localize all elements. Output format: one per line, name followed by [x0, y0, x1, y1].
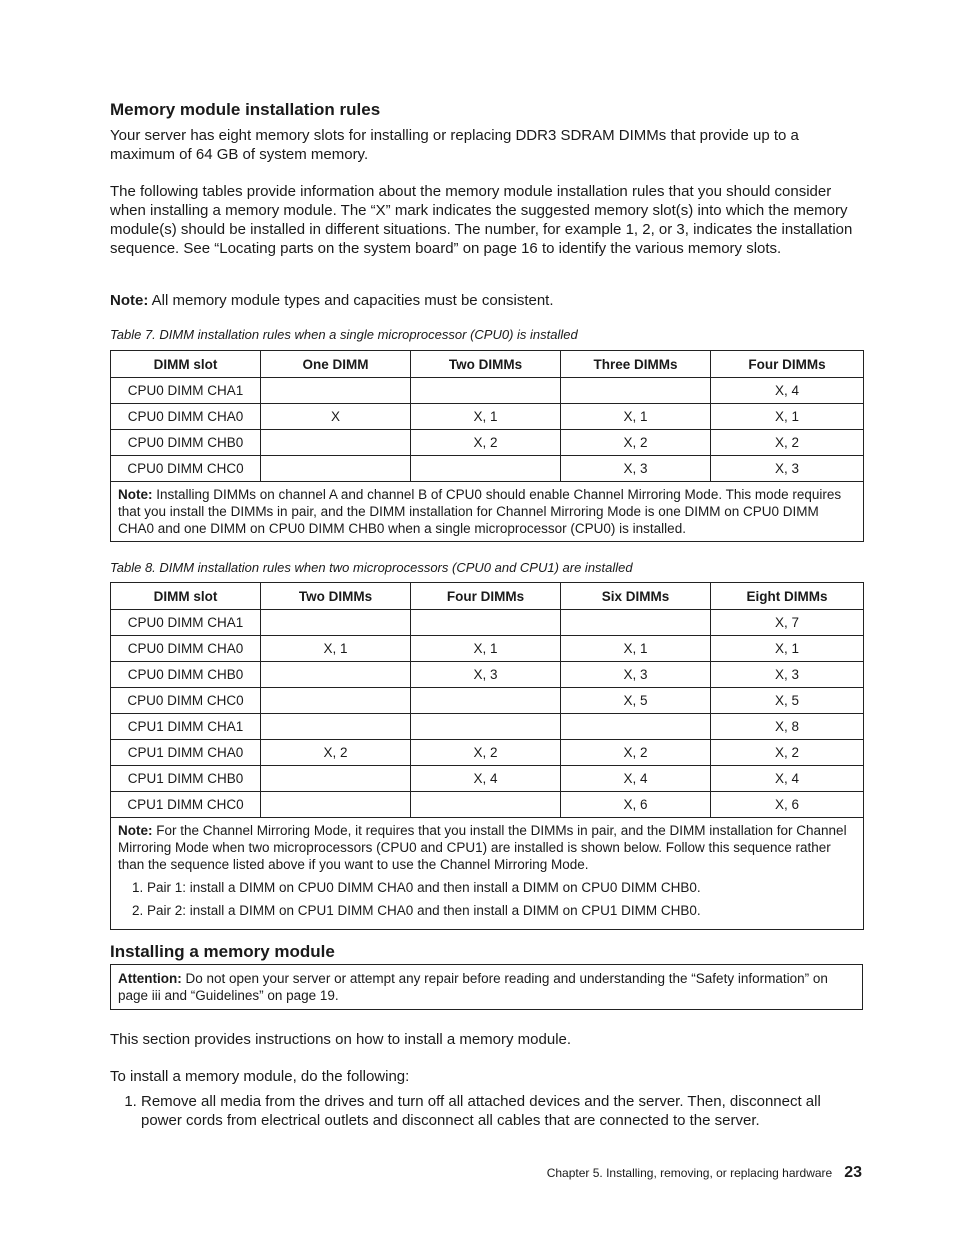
install-sequence-cell: X — [261, 404, 411, 430]
column-header: Two DIMMs — [411, 351, 561, 378]
dimm-slot-cell: CPU0 DIMM CHA0 — [111, 636, 261, 662]
install-sequence-cell — [261, 378, 411, 404]
table7-single-cpu — [110, 350, 864, 542]
column-header: DIMM slot — [111, 583, 261, 610]
intro-paragraph: Your server has eight memory slots for installing or replacing DDR3 SDRAM DIMMs that provide up to a maximum of 64 GB of system memory. — [110, 127, 799, 163]
table-row — [111, 792, 864, 818]
table-row — [111, 740, 864, 766]
install-sequence-cell: X, 1 — [711, 404, 864, 430]
install-sequence-cell: X, 4 — [561, 766, 711, 792]
note-text: Installing DIMMs on channel A and channel B of CPU0 should enable Channel Mirroring Mode. This mode requires that you install the DIMMs in pair, and the DIMM installation for Channel Mirroring Mode is one DIMM on CPU0 DIMM CHA0 and one DIMM on CPU0 DIMM CHB0 when a single microprocessor (CPU0) is installed. — [118, 487, 842, 536]
chapter-title: Chapter 5. Installing, removing, or replacing hardware — [546, 1166, 833, 1180]
install-sequence-cell: X, 3 — [711, 662, 864, 688]
install-sequence-cell: X, 3 — [411, 662, 561, 688]
dimm-slot-cell: CPU1 DIMM CHA1 — [111, 714, 261, 740]
table-header-row — [111, 583, 864, 610]
install-sequence-cell — [261, 766, 411, 792]
install-sequence-cell: X, 1 — [561, 636, 711, 662]
table-row — [111, 766, 864, 792]
attention-box — [110, 964, 863, 1010]
install-sequence-cell — [261, 430, 411, 456]
install-sequence-cell — [411, 714, 561, 740]
install-sequence-cell: X, 4 — [711, 378, 864, 404]
install-sequence-cell — [411, 688, 561, 714]
page-number: 23 — [844, 1164, 862, 1181]
procedure-lead-paragraph: To install a memory module, do the following: — [110, 1068, 410, 1085]
note-label: Note: — [110, 292, 149, 309]
install-sequence-cell: X, 2 — [711, 740, 864, 766]
table-row — [111, 688, 864, 714]
column-header: One DIMM — [261, 351, 411, 378]
column-header: DIMM slot — [111, 351, 261, 378]
install-sequence-cell: X, 1 — [711, 636, 864, 662]
mirroring-pair-list — [118, 879, 856, 919]
column-header: Four DIMMs — [711, 351, 864, 378]
attention-text: Do not open your server or attempt any repair before reading and understanding the “Safety information” on page iii and “Guidelines” on page 19. — [118, 971, 828, 1003]
list-item: 1. Remove all media from the drives and turn off all attached devices and the server. Then, disconnect all power cords from electrical outlets and disconnect all cables that are connected to the server. — [141, 1092, 863, 1130]
table-header-row — [111, 351, 864, 378]
list-item: 2. Pair 2: install a DIMM on CPU1 DIMM CHA0 and then install a DIMM on CPU1 DIMM CHB0. — [147, 902, 856, 919]
note-label: Note: — [118, 487, 153, 502]
install-sequence-cell: X, 1 — [261, 636, 411, 662]
install-sequence-cell: X, 2 — [561, 430, 711, 456]
column-header: Three DIMMs — [561, 351, 711, 378]
list-item: 1. Pair 1: install a DIMM on CPU0 DIMM CHA0 and then install a DIMM on CPU0 DIMM CHB0. — [147, 879, 856, 896]
dimm-slot-cell: CPU1 DIMM CHB0 — [111, 766, 261, 792]
dimm-slot-cell: CPU0 DIMM CHB0 — [111, 662, 261, 688]
table-row — [111, 378, 864, 404]
install-sequence-cell: X, 6 — [561, 792, 711, 818]
table-row — [111, 714, 864, 740]
install-sequence-cell: X, 1 — [561, 404, 711, 430]
install-sequence-cell — [411, 610, 561, 636]
table-row — [111, 610, 864, 636]
dimm-slot-cell: CPU0 DIMM CHB0 — [111, 430, 261, 456]
section-intro-paragraph: This section provides instructions on how to install a memory module. — [110, 1031, 572, 1048]
install-sequence-cell: X, 6 — [711, 792, 864, 818]
install-sequence-cell: X, 8 — [711, 714, 864, 740]
table-row — [111, 456, 864, 482]
install-sequence-cell: X, 2 — [411, 740, 561, 766]
install-sequence-cell: X, 3 — [711, 456, 864, 482]
attention-label: Attention: — [118, 971, 182, 986]
tables-description-paragraph: The following tables provide information about the memory module installation rules that you should consider when installing a memory module. The “X” mark indicates the suggested memory slot(s) into which the memory module(s) should be installed in different situations. The number, for example 1, 2, or 3, indicates the installation sequence. See “Locating parts on the system board” on page 16 to identify the various memory slots. — [110, 183, 853, 257]
dimm-slot-cell: CPU0 DIMM CHA1 — [111, 378, 261, 404]
dimm-slot-cell: CPU0 DIMM CHA0 — [111, 404, 261, 430]
section-heading-memory-rules: Memory module installation rules — [110, 100, 381, 119]
table7-note-row — [111, 482, 864, 542]
dimm-slot-cell: CPU1 DIMM CHA0 — [111, 740, 261, 766]
install-sequence-cell — [561, 378, 711, 404]
table-row — [111, 636, 864, 662]
install-sequence-cell: X, 3 — [561, 456, 711, 482]
install-sequence-cell — [561, 610, 711, 636]
consistency-note — [110, 291, 863, 310]
page-footer — [547, 1164, 862, 1182]
install-sequence-cell: X, 5 — [561, 688, 711, 714]
install-sequence-cell — [261, 662, 411, 688]
install-sequence-cell: X, 2 — [711, 430, 864, 456]
install-sequence-cell — [261, 610, 411, 636]
dimm-slot-cell: CPU0 DIMM CHA1 — [111, 610, 261, 636]
install-sequence-cell: X, 3 — [561, 662, 711, 688]
column-header: Four DIMMs — [411, 583, 561, 610]
column-header: Eight DIMMs — [711, 583, 864, 610]
section-heading-installing: Installing a memory module — [110, 942, 335, 961]
note-text: All memory module types and capacities must be consistent. — [148, 292, 554, 309]
install-sequence-cell — [261, 792, 411, 818]
note-text: For the Channel Mirroring Mode, it requires that you install the DIMMs in pair, and the DIMM installation for Channel Mirroring Mode when two microprocessors (CPU0 and CPU1) are installed is shown below. Follow this sequence rather than the sequence listed above if you want to use the Channel Mirroring Mode. — [118, 823, 847, 872]
install-sequence-cell: X, 2 — [561, 740, 711, 766]
installation-steps — [110, 1092, 863, 1130]
install-sequence-cell — [261, 456, 411, 482]
install-sequence-cell — [411, 456, 561, 482]
table8-caption: Table 8. DIMM installation rules when two microprocessors (CPU0 and CPU1) are installed — [110, 560, 633, 575]
column-header: Six DIMMs — [561, 583, 711, 610]
table7-note — [111, 482, 864, 542]
table8-note-row — [111, 818, 864, 930]
install-sequence-cell: X, 4 — [711, 766, 864, 792]
table-row — [111, 662, 864, 688]
install-sequence-cell: X, 1 — [411, 636, 561, 662]
install-sequence-cell — [411, 792, 561, 818]
dimm-slot-cell: CPU0 DIMM CHC0 — [111, 456, 261, 482]
table-row — [111, 404, 864, 430]
note-label: Note: — [118, 823, 153, 838]
install-sequence-cell: X, 2 — [261, 740, 411, 766]
install-sequence-cell — [261, 688, 411, 714]
table8-note — [111, 818, 864, 930]
dimm-slot-cell: CPU0 DIMM CHC0 — [111, 688, 261, 714]
table8-two-cpu — [110, 582, 864, 930]
install-sequence-cell: X, 5 — [711, 688, 864, 714]
install-sequence-cell: X, 4 — [411, 766, 561, 792]
table-row — [111, 430, 864, 456]
install-sequence-cell: X, 2 — [411, 430, 561, 456]
install-sequence-cell — [261, 714, 411, 740]
table7-caption: Table 7. DIMM installation rules when a single microprocessor (CPU0) is installed — [110, 327, 578, 342]
install-sequence-cell: X, 7 — [711, 610, 864, 636]
install-sequence-cell — [411, 378, 561, 404]
install-sequence-cell: X, 1 — [411, 404, 561, 430]
column-header: Two DIMMs — [261, 583, 411, 610]
install-sequence-cell — [561, 714, 711, 740]
dimm-slot-cell: CPU1 DIMM CHC0 — [111, 792, 261, 818]
